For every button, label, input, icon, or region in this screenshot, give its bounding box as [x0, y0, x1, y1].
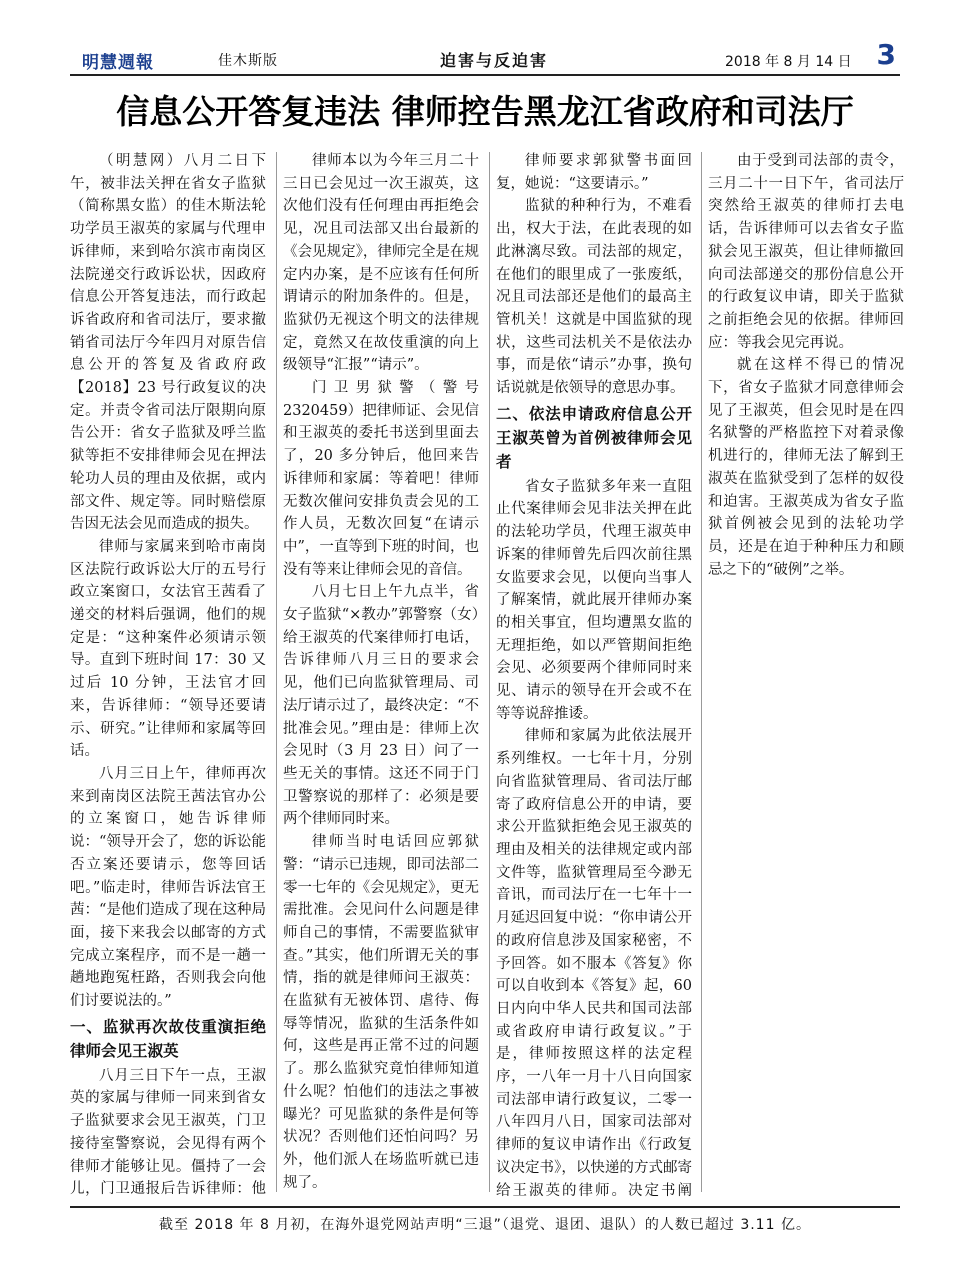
subheading: 二、依法申请政府信息公开 王淑英曾为首例被律师会见者 [496, 404, 692, 471]
page-number: 3 [876, 38, 896, 71]
issue-date: 2018 年 8 月 14 日 [725, 54, 852, 70]
article-body [70, 150, 918, 1200]
masthead [70, 38, 900, 76]
paragraph: 由于受到司法部的责令，三月二十一日下午，省司法厅突然给王淑英的律师打去电话，告诉律师可以去省女子监狱会见王淑英，但让律师撤回向司法部递交的那份信息公开的行政复议申请，即关于监狱之前拒绝会见的依据。律师回应：等我会见完再说。 [708, 153, 904, 351]
section-title: 迫害与反迫害 [440, 51, 549, 70]
paragraph: 八月三日上午，律师再次来到南岗区法院王茜法官办公的立案窗口，她告诉律师说：“领导开会了，您的诉讼能否立案还要请示，您等回话吧。”临走时，律师告诉法官王茜：“是他们造成了现在这种局面，接下来我会以邮寄的方式完成立案程序，而不是一趟一趟地跑冤枉路，否则我会向他们讨要说法的。” [70, 765, 266, 1010]
paragraph: （明慧网）八月二日下午，被非法关押在省女子监狱（简称黑女监）的佳木斯法轮功学员王淑英的家属与代理申诉律师，来到哈尔滨市南岗区法院递交行政诉讼状，因政府信息公开答复违法，而行政起诉省政府和省司法厅，要求撤销省司法厅今年四月对原告信息公开的答复及省政府政【2018】23 号行政复议的决定。并责令省司法厅限期向原告公开：省女子监狱及呼兰监狱等拒不安排律师会见在押法轮功人员的理由及依据，或内部文件、规定等。同时赔偿原告因无法会见而造成的损失。 [70, 153, 266, 533]
paragraph: 监狱的种种行为，不难看出，权大于法，在此表现的如此淋漓尽致。司法部的规定，在他们的眼里成了一张废纸，况且司法部还是他们的最高主管机关！这就是中国监狱的现状，这些司法机关不是依法办事，而是依“请示”办事，换句话说就是依领导的意思办事。 [496, 198, 692, 397]
footer-notice: 截至 2018 年 8 月初，在海外退党网站声明“三退”（退党、退团、退队）的人数已超过 3.11 亿。 [70, 1206, 900, 1234]
paragraph: 律师与家属来到哈市南岗区法院行政诉讼大厅的五号行政立案窗口，女法官王茜看了递交的材料后强调，他们的规定是：“这种案件必须请示领导。直到下班时间 17：30 又过后 10 分钟，王法官才回来，告诉律师：“领导还要请示、研究。”让律师和家属等回话。 [70, 538, 266, 760]
paragraph: 就在这样不得已的情况下，省女子监狱才同意律师会见了王淑英，但会见时是在四名狱警的严格监控下对着录像机进行的，律师无法了解到王淑英在监狱受到了怎样的奴役和迫害。王淑英成为省女子监狱首例被会见到的法轮功学员，还是在迫于种种压力和顾忌之下的“破例”之举。 [708, 357, 904, 578]
subheading: 一、监狱再次故伎重演拒绝律师会见王淑英 [70, 1017, 266, 1060]
text-column-3 [496, 150, 692, 1198]
paragraph: 律师要求郭狱警书面回复，她说：“这要请示。” [496, 153, 692, 192]
text-column-2 [283, 150, 479, 1198]
text-column-4 [708, 150, 904, 1198]
newspaper-logo: 明慧週報 [82, 53, 154, 73]
paragraph: 律师当时电话回应郭狱警：“请示已违规，即司法部二零一七年的《会见规定》，更无需批准。会见问什么问题是律师自己的事情，不需要监狱审查。”其实，他们所谓无关的事情，指的就是律师问王淑英：在监狱有无被体罚、虐待、侮辱等情况，监狱的生活条件如何，这些是再正常不过的问题了。那么监狱究竟怕律师知道什么呢？怕他们的违法之事被曝光？可见监狱的条件是何等状况？否则他们还怕问吗？另外，他们派人在场监听就已违规了。 [283, 834, 479, 1191]
text-column-1 [70, 150, 266, 1198]
paragraph: 八月七日上午九点半，省女子监狱“×教办”郭警察（女）给王淑英的代案律师打电话，告诉律师八月三日的要求会见，他们已向监狱管理局、司法厅请示过了，最终决定：“不批准会见。”理由是：律师上次会见时（3 月 23 日）问了一些无关的事情。这还不同于门卫警察说的那样了：必须是要两个律师同时来。 [283, 584, 479, 828]
paragraph: 八月三日下午一点，王淑英的家属与律师一同来到省女子监狱要求会见王淑英，门卫接待室警察说，会见得有两个律师才能够让见。僵持了一会儿，门卫通报后告诉律师：他 [70, 1067, 266, 1198]
edition-label: 佳木斯版 [218, 53, 278, 69]
paragraph: 省女子监狱多年来一直阻止代案律师会见非法关押在此的法轮功学员，代理王淑英申诉案的律师曾先后四次前往黑女监要求会见，以便向当事人了解案情，就此展开律师办案的相关事宜，但均遭黑女监的无理拒绝，如以严管期间拒绝会见、必须要两个律师同时来见、请示的领导在开会或不在等等说辞推诿。 [496, 478, 692, 722]
article-headline: 信息公开答复违法 律师控告黑龙江省政府和司法厅 [116, 92, 854, 131]
paragraph: 律师本以为今年三月二十三日已会见过一次王淑英，这次他们没有任何理由再拒绝会见，况且司法部又出台最新的《会见规定》，律师完全是在规定内办案，是不应该有任何所谓请示的附加条件的。但是，监狱仍无视这个明文的法律规定，竟然又在故伎重演的向上级领导“汇报”“请示”。 [283, 153, 479, 374]
paragraph: 门卫男狱警（警号2320459）把律师证、会见信和王淑英的委托书送到里面去了，20 多分钟后，他回来告诉律师和家属：等着吧！律师无数次催问安排负责会见的工作人员，无数次回复“在请示中”，一直等到下班的时间，也没有等来让律师会见的音信。 [283, 380, 479, 578]
paragraph: 律师和家属为此依法展开系列维权。一七年十月，分别向省监狱管理局、省司法厅邮寄了政府信息公开的申请，要求公开监狱拒绝会见王淑英的理由及相关的法律规定或内部文件等，监狱管理局至今渺无音讯，而司法厅在一七年十一月延迟回复中说：“你申请公开的政府信息涉及国家秘密，不予回答。如不服本《答复》你可以自收到本《答复》起，60 日内向中华人民共和国司法部或省政府申请行政复议。”于是，律师按照这样的法定程序，一八年一月十八日向国家司法部申请行政复议，二零一八年四月八日，国家司法部对律师的复议申请作出《行政复议决定书》，以快递的方式邮寄给王淑英的律师。决定书阐 [496, 728, 692, 1198]
